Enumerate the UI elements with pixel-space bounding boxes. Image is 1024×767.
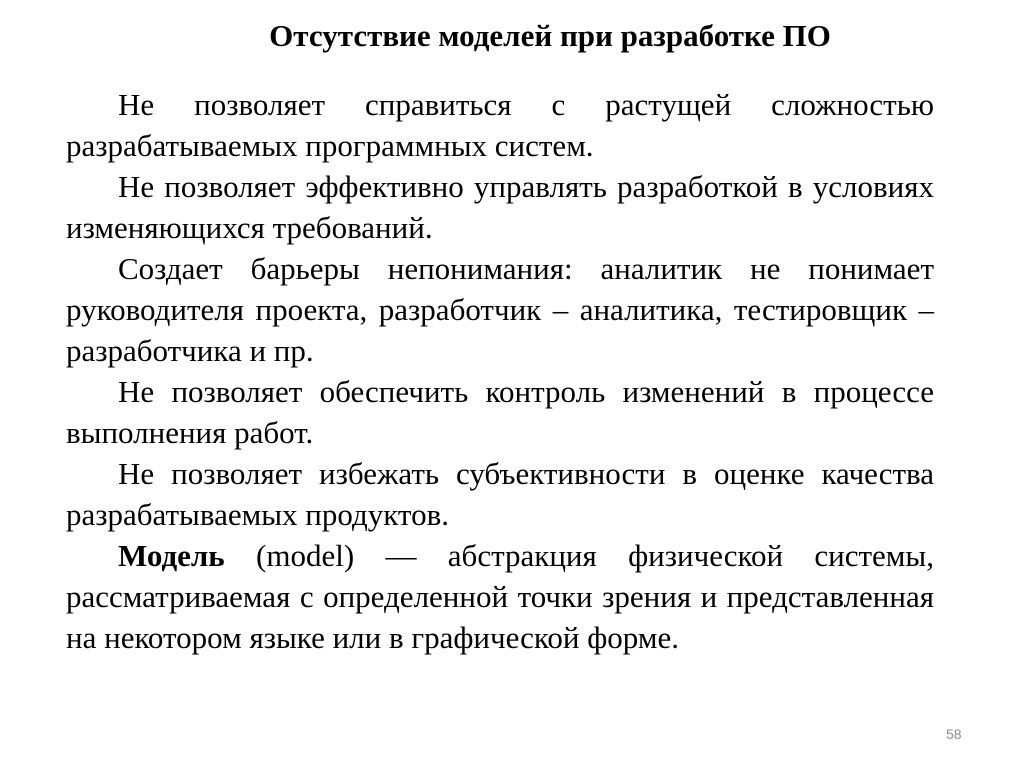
slide-body (66, 84, 934, 658)
paragraph: Не позволяет избежать субъективности в оценке качества разрабатываемых продуктов. (66, 456, 934, 532)
paragraph: Не позволяет справиться с растущей сложностью разрабатываемых программных систем. (66, 87, 934, 163)
definition-paragraph (66, 535, 934, 658)
slide-title: Отсутствие моделей при разработке ПО (269, 18, 831, 53)
paragraph: Создает барьеры непонимания: аналитик не понимает руководителя проекта, разработчик – аналитика, тестировщик – разработчика и пр. (66, 251, 934, 368)
page-number: 58 (946, 726, 962, 742)
paragraph: Не позволяет эффективно управлять разработкой в условиях изменяющихся требований. (66, 169, 934, 245)
definition-text: (model) — абстракция физической системы, рассматриваемая с определенной точки зрения и представленная на некотором языке или в графической форме. (66, 538, 934, 655)
paragraph: Не позволяет обеспечить контроль изменений в процессе выполнения работ. (66, 374, 934, 450)
definition-term: Модель (118, 538, 225, 573)
